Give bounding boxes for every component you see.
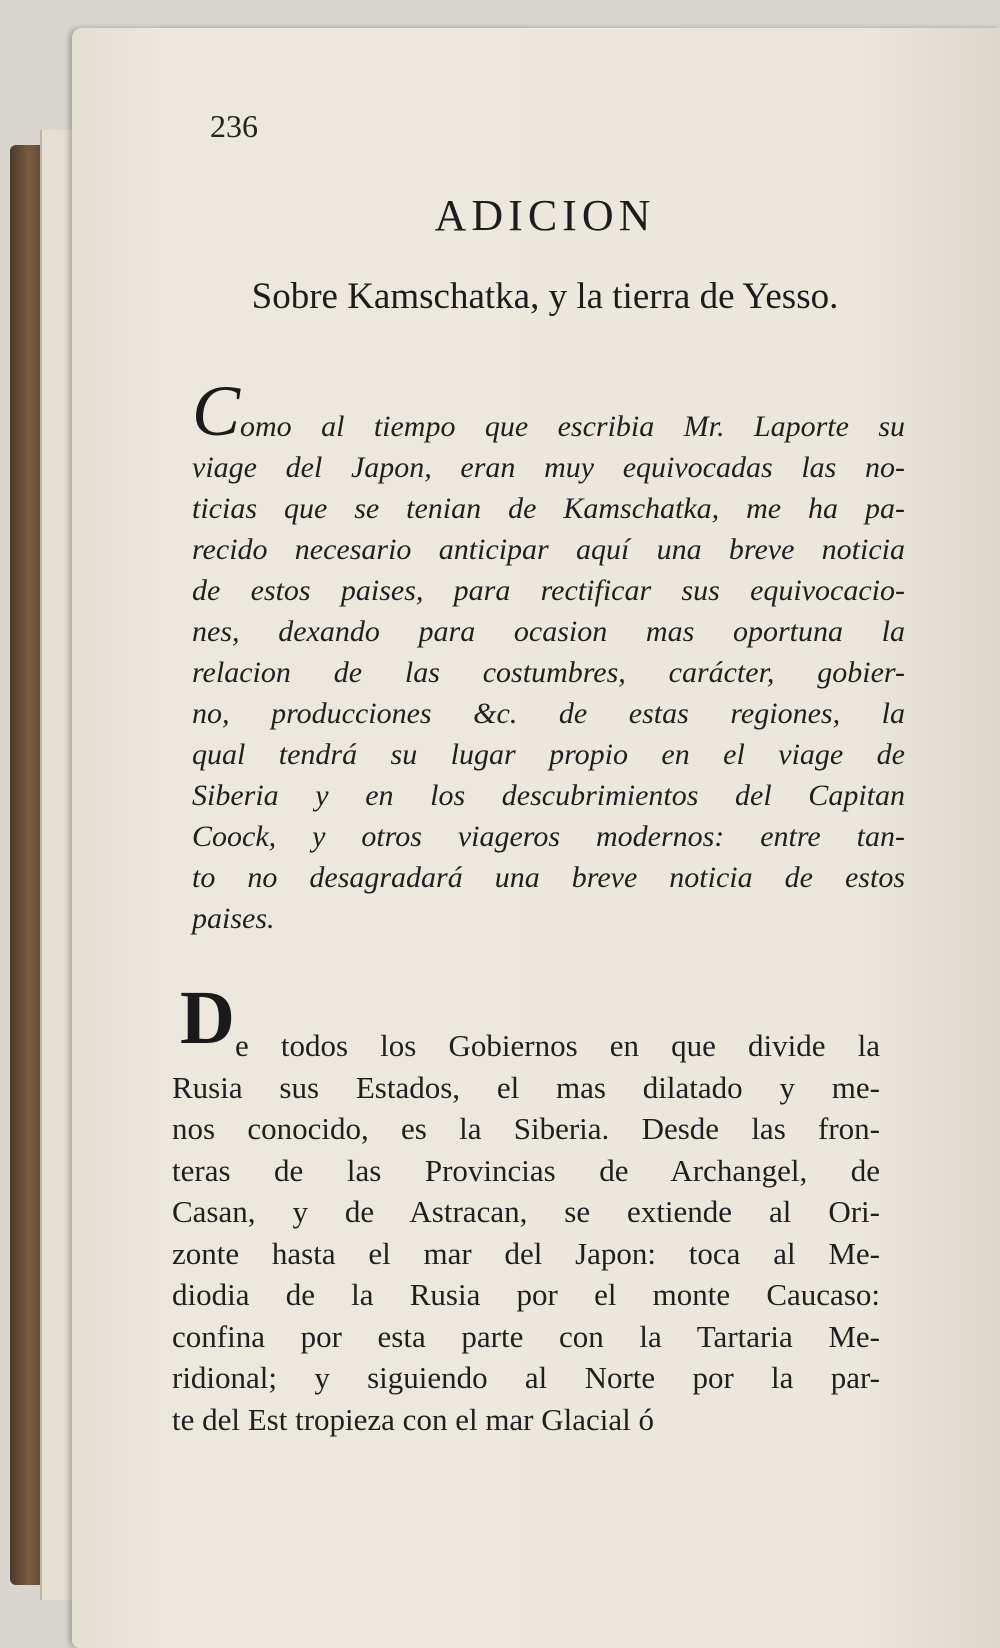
text-line: diodia de la Rusia por el monte Caucaso: (172, 1277, 880, 1312)
drop-cap: C (192, 371, 241, 451)
text-line: Rusia sus Estados, el mas dilatado y me- (172, 1069, 880, 1105)
text-line: relacion de las costumbres, carácter, gobier- (192, 656, 905, 689)
text-line: viage del Japon, eran muy equivocadas las no- (192, 451, 905, 484)
text-line: to no desagradará una breve noticia de estos (192, 861, 905, 894)
text-line: recido necesario anticipar aquí una breve noticia (192, 533, 905, 566)
drop-cap: D (180, 976, 235, 1060)
text-line: teras de las Provincias de Archangel, de (172, 1152, 880, 1188)
text-line: nes, dexando para ocasion mas oportuna la (192, 615, 905, 648)
text-line: no, producciones &c. de estas regiones, la (192, 697, 905, 730)
text-line: omo al tiempo que escribia Mr. Laporte su (240, 410, 905, 443)
text-line: paises. (192, 902, 275, 935)
page-number: 236 (210, 108, 258, 144)
text-line: nos conocido, es la Siberia. Desde las fron- (172, 1111, 880, 1146)
text-line: Siberia y en los descubrimientos del Capitan (192, 779, 905, 812)
text-line: qual tendrá su lugar propio en el viage de (192, 738, 905, 771)
text-line: de estos paises, para rectificar sus equivocacio- (192, 574, 905, 607)
text-line: ridional; y siguiendo al Norte por la par- (172, 1360, 880, 1395)
chapter-subtitle: Sobre Kamschatka, y la tierra de Yesso. (251, 276, 839, 317)
text-line: e todos los Gobiernos en que divide la (235, 1028, 880, 1063)
text-line: Casan, y de Astracan, se extiende al Ori- (172, 1194, 880, 1229)
text-line: confina por esta parte con la Tartaria Me- (172, 1318, 880, 1354)
text-line: Coock, y otros viageros modernos: entre tan- (192, 820, 905, 853)
text-line: te del Est tropieza con el mar Glacial ó (172, 1401, 655, 1437)
text-line: zonte hasta el mar del Japon: toca al Me- (172, 1235, 880, 1271)
text-line: ticias que se tenian de Kamschatka, me ha pa- (192, 492, 905, 525)
chapter-title: ADICION (434, 191, 656, 240)
